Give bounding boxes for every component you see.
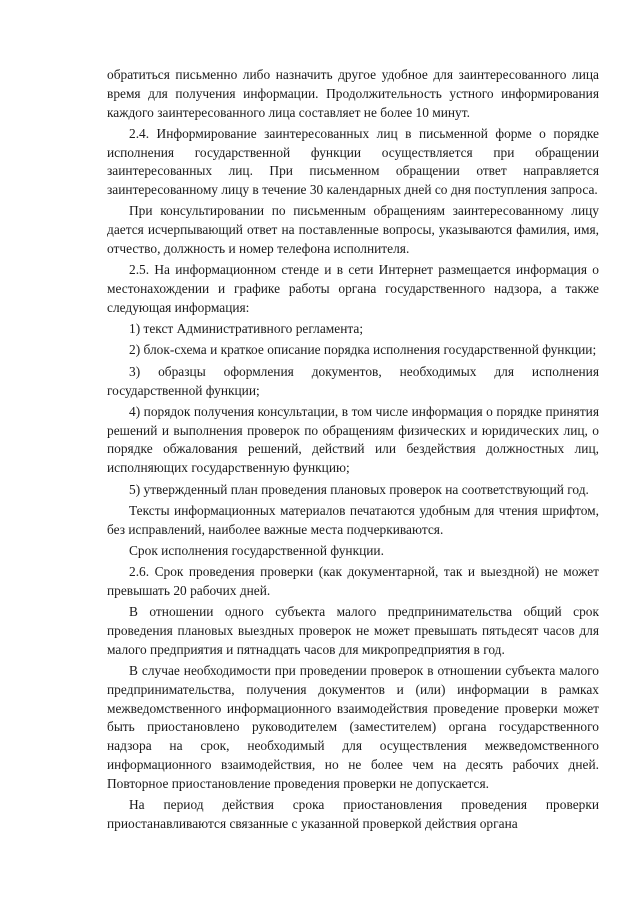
paragraph-2-6: 2.6. Срок проведения проверки (как документарной, так и выездной) не может превышать 20 рабочих дней.: [107, 564, 599, 599]
paragraph-suspension: В случае необходимости при проведении проверок в отношении субъекта малого предпринимательства, получения документов и (или) информации в рамках межведомственного информационного взаимодействия проведение проверки может быть приостановлено руководителем (заместителем) органа государственного надзора на срок, необходимый для осуществления межведомственного информационного взаимодействия, но не более чем на десять рабочих дней. Повторное приостановление проведения проверки не допускается.: [107, 663, 599, 791]
list-item-1: 1) текст Административного регламента;: [129, 321, 364, 337]
paragraph-materials: Тексты информационных материалов печатаются удобным для чтения шрифтом, без исправлений, наиболее важные места подчеркиваются.: [107, 502, 599, 537]
paragraph-continuation: обратиться письменно либо назначить другое удобное для заинтересованного лица время для получения информации. Продолжительность устного информирования каждого заинтересованного лица составляет не более 10 минут.: [107, 67, 599, 120]
paragraph-written-consultation: При консультировании по письменным обращениям заинтересованному лицу дается исчерпывающий ответ на поставленные вопросы, указываются фамилия, имя, отчество, должность и номер телефона исполнителя.: [107, 203, 599, 256]
paragraph-suspension-period: На период действия срока приостановления проведения проверки приостанавливаются связанные с указанной проверкой действия органа: [107, 797, 599, 831]
paragraph-small-business: В отношении одного субъекта малого предпринимательства общий срок проведения плановых выездных проверок не может превышать пятьдесят часов для малого предприятия и пятнадцать часов для микропредприятия в год.: [107, 604, 599, 657]
paragraph-2-4: 2.4. Информирование заинтересованных лиц в письменной форме о порядке исполнения государственной функции осуществляется при обращении заинтересованных лиц. При письменном обращении ответ направляется заинтересованному лицу в течение 30 календарных дней со дня поступления запроса.: [107, 125, 599, 198]
document-body: [107, 66, 599, 836]
list-item-5: 5) утвержденный план проведения плановых проверок на соответствующий год.: [129, 481, 589, 497]
list-item-3: 3) образцы оформления документов, необходимых для исполнения государственной функции;: [107, 363, 599, 398]
section-heading-term: Срок исполнения государственной функции.: [129, 542, 384, 558]
list-item-4: 4) порядок получения консультации, в том числе информация о порядке принятия решений и выполнения проверок по обращениям физических и юридических лиц, о порядке обжалования решений, действий или бездействия должностных лиц, исполняющих государственную функцию;: [107, 403, 599, 476]
list-item-2: 2) блок-схема и краткое описание порядка исполнения государственной функции;: [129, 342, 597, 358]
paragraph-2-5: 2.5. На информационном стенде и в сети Интернет размещается информация о местонахождении и графике работы органа государственного надзора, а также следующая информация:: [107, 262, 599, 315]
